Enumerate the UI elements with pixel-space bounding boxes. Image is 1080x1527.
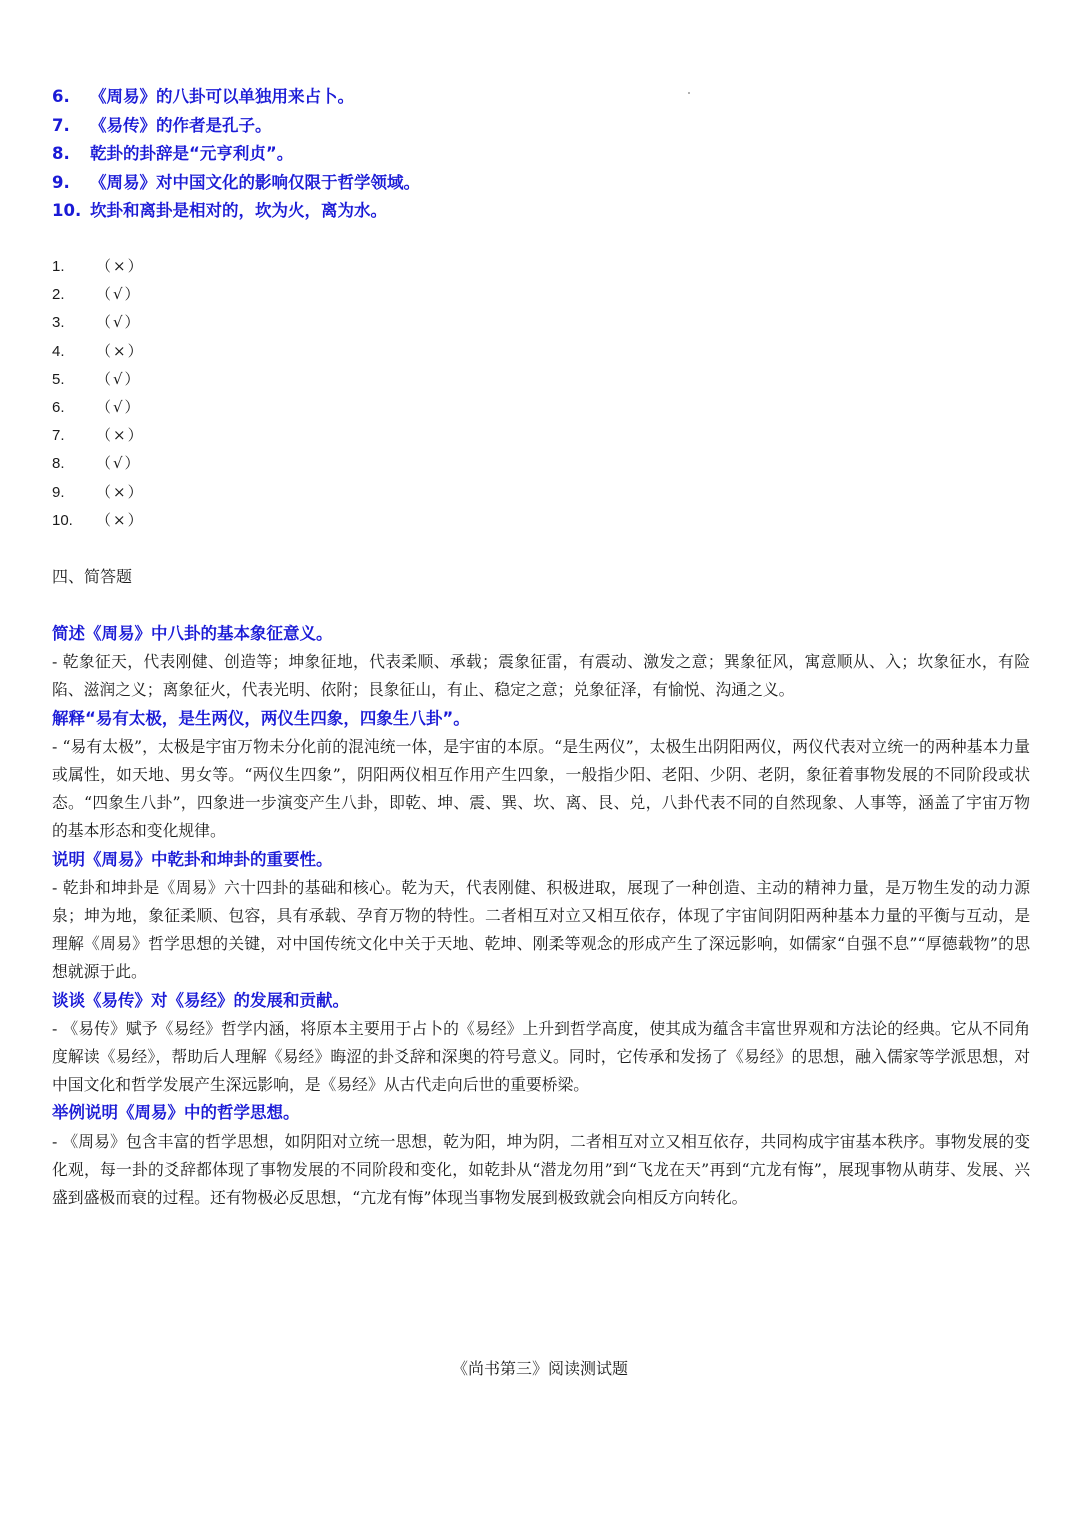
statement-text: 《周易》对中国文化的影响仅限于哲学领域。 bbox=[90, 172, 420, 192]
answer-key-list bbox=[52, 252, 145, 534]
answer-number: 6. bbox=[52, 398, 65, 416]
answer-number: 10. bbox=[52, 511, 73, 529]
statement-text: 坎卦和离卦是相对的，坎为火，离为水。 bbox=[90, 201, 387, 220]
answer-item bbox=[52, 308, 145, 336]
statement-item bbox=[52, 169, 1032, 198]
answer-mark: （√） bbox=[96, 369, 142, 388]
statement-number: 6. bbox=[52, 87, 70, 106]
answer-item bbox=[52, 421, 145, 449]
statement-number: 10. bbox=[52, 201, 82, 220]
statement-item bbox=[52, 197, 1032, 226]
answer-mark: （√） bbox=[96, 454, 142, 473]
statement-item bbox=[52, 112, 1032, 141]
answer-item bbox=[52, 252, 145, 280]
answer-item bbox=[52, 280, 145, 308]
answer-number: 3. bbox=[52, 314, 65, 332]
statement-item bbox=[52, 83, 1032, 112]
answer-paragraph: - 乾卦和坤卦是《周易》六十四卦的基础和核心。乾为天，代表刚健、积极进取，展现了一种创造、主动的精神力量，是万物生发的动力源泉；坤为地，象征柔顺、包容，具有承载、孕育万物的特性。二者相互对立又相互依存，体现了宇宙间阴阳两种基本力量的平衡与互动，是理解《周易》哲学思想的关键，对中国传统文化中关于天地、乾坤、刚柔等观念的形成产生了深远影响，如儒家“自强不息”“厚德载物”的思想就源于此。 bbox=[52, 877, 1030, 982]
statement-item bbox=[52, 140, 1032, 169]
answer-number: 4. bbox=[52, 342, 65, 360]
statement-text: 《周易》的八卦可以单独用来占卜。 bbox=[90, 87, 354, 106]
answer-mark: （√） bbox=[96, 397, 142, 416]
answer-mark: （×） bbox=[96, 510, 145, 529]
statement-number: 7. bbox=[52, 115, 70, 135]
answer-mark: （×） bbox=[96, 426, 145, 445]
statement-text: 《易传》的作者是孔子。 bbox=[90, 115, 272, 135]
answer-item bbox=[52, 337, 145, 365]
answer-item bbox=[52, 393, 145, 421]
answer-paragraph: - 《周易》包含丰富的哲学思想，如阴阳对立统一思想，乾为阳，坤为阴，二者相互对立又相互依存，共同构成宇宙基本秩序。事物发展的变化观，每一卦的爻辞都体现了事物发展的不同阶段和变化，如乾卦从“潜龙勿用”到“飞龙在天”再到“亢龙有悔”，展现事物从萌芽、发展、兴盛到盛极而衰的过程。还有物极必反思想，“亢龙有悔”体现当事物发展到极致就会向相反方向转化。 bbox=[52, 1131, 1030, 1207]
answer-item bbox=[52, 365, 145, 393]
answer-mark: （√） bbox=[96, 313, 142, 332]
answer-item bbox=[52, 506, 145, 534]
answer-item bbox=[52, 478, 145, 506]
statement-number: 9. bbox=[52, 172, 70, 192]
question-heading: 说明《周易》中乾卦和坤卦的重要性。 bbox=[52, 849, 333, 869]
answer-number: 8. bbox=[52, 455, 65, 473]
answer-number: 1. bbox=[52, 258, 65, 275]
answer-paragraph: - “易有太极”，太极是宇宙万物未分化前的混沌统一体，是宇宙的本原。“是生两仪”，太极生出阴阳两仪，两仪代表对立统一的两种基本力量或属性，如天地、男女等。“两仪生四象”，阴阳两仪相互作用产生四象，一般指少阳、老阳、少阴、老阴，象征着事物发展的不同阶段或状态。“四象生八卦”，四象进一步演变产生八卦，即乾、坤、震、巽、坎、离、艮、兑，八卦代表不同的自然现象、人事等，涵盖了宇宙万物的基本形态和变化规律。 bbox=[52, 736, 1030, 841]
answer-number: 2. bbox=[52, 286, 65, 304]
answer-paragraph: - 乾象征天，代表刚健、创造等；坤象征地，代表柔顺、承载；震象征雷，有震动、激发之意；巽象征风，寓意顺从、入；坎象征水，有险陷、滋润之义；离象征火，代表光明、依附；艮象征山，有止、稳定之意；兑象征泽，有愉悦、沟通之义。 bbox=[52, 652, 1030, 700]
answer-item bbox=[52, 449, 145, 477]
answer-number: 7. bbox=[52, 427, 65, 445]
answer-mark: （×） bbox=[96, 341, 145, 360]
section-heading: 四、简答题 bbox=[52, 567, 133, 586]
question-heading: 简述《周易》中八卦的基本象征意义。 bbox=[52, 624, 333, 643]
question-heading: 谈谈《易传》对《易经》的发展和贡献。 bbox=[52, 990, 349, 1010]
answer-paragraph: - 《易传》赋予《易经》哲学内涵，将原本主要用于占卜的《易经》上升到哲学高度，使其成为蕴含丰富世界观和方法论的经典。它从不同角度解读《易经》，帮助后人理解《易经》晦涩的卦爻辞和深奥的符号意义。同时，它传承和发扬了《易经》的思想，融入儒家等学派思想，对中国文化和哲学发展产生深远影响，是《易经》从古代走向后世的重要桥梁。 bbox=[52, 1018, 1030, 1095]
next-section-title: 《尚书第三》阅读测试题 bbox=[451, 1359, 628, 1378]
question-heading: 解释“易有太极，是生两仪，两仪生四象，四象生八卦”。 bbox=[52, 708, 470, 728]
question-heading: 举例说明《周易》中的哲学思想。 bbox=[52, 1103, 300, 1123]
answer-number: 9. bbox=[52, 483, 65, 501]
statement-number: 8. bbox=[52, 144, 70, 163]
statement-text: 乾卦的卦辞是“元亨利贞”。 bbox=[90, 144, 294, 163]
answer-number: 5. bbox=[52, 370, 65, 388]
answer-mark: （×） bbox=[96, 257, 145, 275]
answer-mark: （×） bbox=[96, 482, 145, 501]
short-answer-section bbox=[52, 620, 1030, 1212]
true-false-statements bbox=[52, 83, 1032, 226]
answer-mark: （√） bbox=[96, 285, 142, 304]
